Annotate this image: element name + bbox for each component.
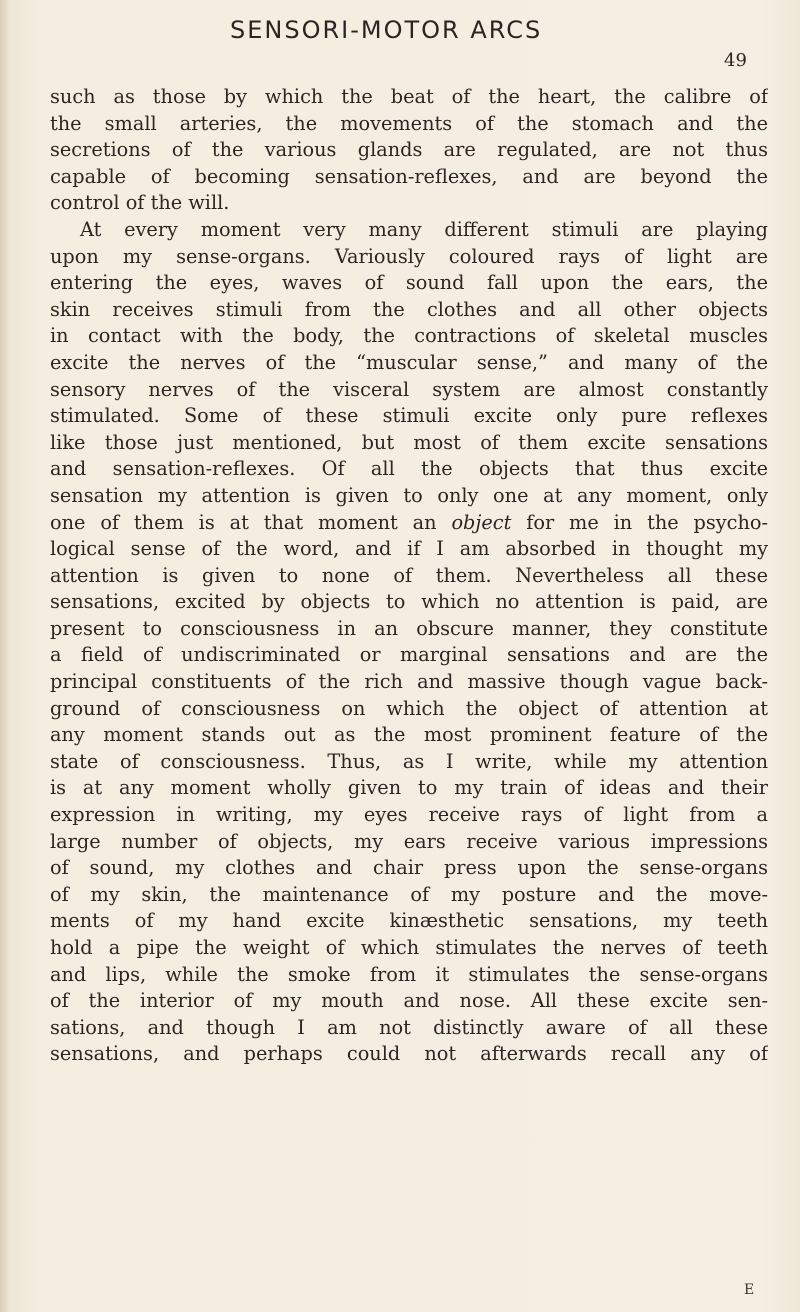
text-line: principal constituents of the rich and massive though vague back-: [50, 670, 768, 694]
text-line: expression in writing, my eyes receive rays of light from a: [50, 803, 768, 827]
body-text: [50, 84, 768, 1068]
text-line: and sensation-reflexes. Of all the objects that thus excite: [50, 457, 768, 481]
text-line: secretions of the various glands are regulated, are not thus: [50, 138, 768, 162]
page-binding-edge: [0, 0, 10, 1312]
text-line: and lips, while the smoke from it stimulates the sense-organs: [50, 962, 768, 986]
text-line: like those just mentioned, but most of them excite sensations: [50, 430, 768, 454]
text-line: a field of undiscriminated or marginal sensations and are the: [50, 643, 768, 667]
signature-mark: E: [744, 1282, 755, 1298]
text-line: the small arteries, the movements of the stomach and the: [50, 111, 768, 135]
text-line: hold a pipe the weight of which stimulates the nerves of teeth: [50, 936, 768, 959]
text-line: upon my sense-organs. Variously coloured rays of light are: [50, 244, 768, 268]
text-line: sensation my attention is given to only one at any moment, only: [50, 483, 768, 507]
page-number: 49: [724, 50, 747, 71]
text-line: sensations, excited by objects to which no attention is paid, are: [50, 590, 768, 614]
text-line: any moment stands out as the most prominent feature of the: [50, 723, 768, 747]
paragraph-end-line: control of the will.: [50, 191, 230, 215]
page-header: [0, 16, 800, 71]
paragraph-start-line: At every moment very many different stimuli are playing: [80, 217, 768, 241]
text-line: of sound, my clothes and chair press upon the sense-organs: [50, 856, 768, 880]
text-line: in contact with the body, the contractions of skeletal muscles: [50, 324, 768, 348]
text-line: capable of becoming sensation-reflexes, and are beyond the: [50, 164, 768, 188]
text-line: present to consciousness in an obscure manner, they constitute: [50, 616, 768, 640]
text-line: skin receives stimuli from the clothes and all other objects: [50, 297, 768, 321]
text-line: entering the eyes, waves of sound fall upon the ears, the: [50, 271, 768, 295]
text-line: state of consciousness. Thus, as I write, while my attention: [50, 749, 768, 773]
text-line: such as those by which the beat of the heart, the calibre of: [50, 85, 768, 108]
text-line: ground of consciousness on which the object of attention at: [50, 696, 768, 720]
text-line: ments of my hand excite kinæsthetic sensations, my teeth: [50, 909, 768, 933]
text-line: of my skin, the maintenance of my posture and the move-: [50, 882, 768, 906]
text-line: logical sense of the word, and if I am absorbed in thought my: [50, 537, 768, 561]
emphasis-object: object: [451, 510, 512, 534]
text-line: large number of objects, my ears receive various impressions: [50, 829, 768, 853]
text-line: is at any moment wholly given to my train of ideas and their: [50, 776, 768, 800]
text-line: sations, and though I am not distinctly aware of all these: [50, 1015, 768, 1039]
text-line: stimulated. Some of these stimuli excite only pure reflexes: [50, 404, 768, 428]
text-line: excite the nerves of the “muscular sense,” and many of the: [50, 350, 768, 374]
running-head: SENSORI-MOTOR ARCS: [230, 16, 543, 44]
text-line: of the interior of my mouth and nose. All these excite sen-: [50, 989, 768, 1013]
text-line: attention is given to none of them. Nevertheless all these: [50, 563, 768, 587]
text-line: one of them is at that moment an object for me in the psycho-: [50, 510, 768, 534]
text-line: sensory nerves of the visceral system are almost constantly: [50, 377, 768, 401]
text-line: sensations, and perhaps could not afterwards recall any of: [50, 1042, 768, 1066]
